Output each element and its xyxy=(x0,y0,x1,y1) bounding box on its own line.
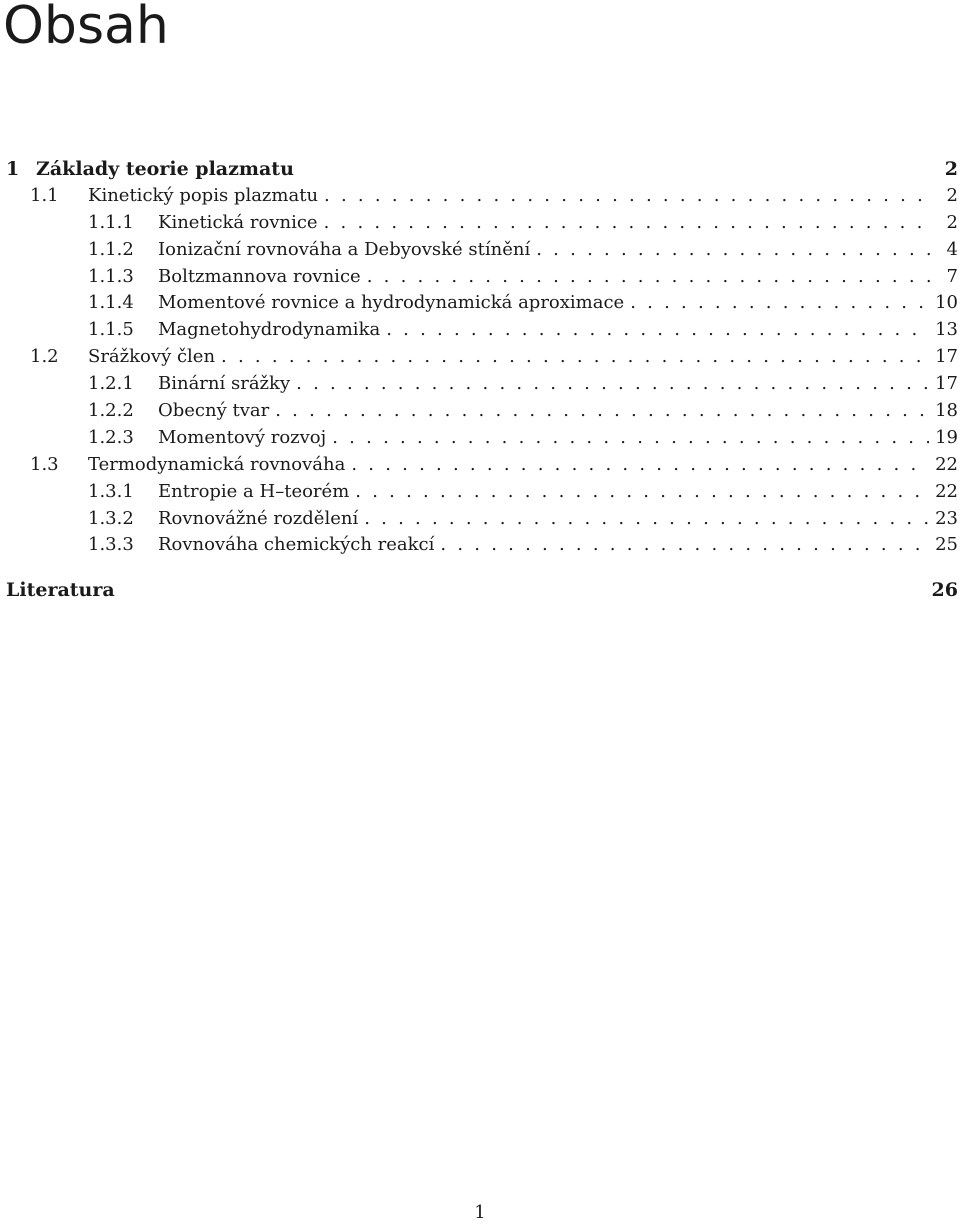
toc-entry-1-1-3[interactable] xyxy=(6,264,958,291)
toc-entry-number: 1.2 xyxy=(30,346,59,368)
toc-entry-page: 22 xyxy=(935,480,958,502)
toc-entry-title: Momentové rovnice a hydrodynamická aproximace xyxy=(158,292,625,314)
toc-entry-literatura[interactable] xyxy=(6,577,958,604)
toc-entry-title: Obecný tvar xyxy=(158,400,270,422)
toc-entry-page: 2 xyxy=(946,184,958,206)
toc-entry-title: Základy teorie plazmatu xyxy=(36,158,294,180)
dot-leader xyxy=(332,425,929,452)
toc-entry-page: 2 xyxy=(946,211,958,233)
toc-entry-title: Kinetická rovnice xyxy=(158,211,318,233)
dot-leader xyxy=(440,532,929,559)
toc-entry-number: 1.2.3 xyxy=(88,426,134,448)
toc-entry-number: 1.1.2 xyxy=(88,238,134,260)
toc-entry-title: Kinetický popis plazmatu xyxy=(88,184,319,206)
toc-entry-page: 22 xyxy=(935,453,958,475)
toc-entry-title: Ionizační rovnováha a Debyovské stínění xyxy=(158,238,531,260)
toc-entry-title: Termodynamická rovnováha xyxy=(88,453,346,475)
toc-entry-number: 1.1.4 xyxy=(88,292,134,314)
toc-entry-page: 2 xyxy=(944,158,958,180)
toc-entry-1-3-2[interactable] xyxy=(6,506,958,533)
toc-entry-title: Rovnováha chemických reakcí xyxy=(158,534,435,556)
toc-entry-1-1-1[interactable] xyxy=(6,210,958,237)
toc-entry-1-2-2[interactable] xyxy=(6,398,958,425)
toc-entry-chapter-1[interactable] xyxy=(6,156,958,183)
toc-entry-title: Entropie a H–teorém xyxy=(158,480,350,502)
dot-leader xyxy=(536,237,930,264)
toc-entry-1-2[interactable] xyxy=(6,344,958,371)
toc-entry-page: 13 xyxy=(935,319,958,341)
toc-entry-1-3-1[interactable] xyxy=(6,479,958,506)
toc-entry-page: 23 xyxy=(935,507,958,529)
toc-entry-page: 25 xyxy=(935,534,958,556)
dot-leader xyxy=(364,506,929,533)
toc-entry-number: 1 xyxy=(6,158,20,180)
toc-entry-title: Rovnovážné rozdělení xyxy=(158,507,359,529)
toc-entry-page: 4 xyxy=(946,238,958,260)
page-number: 1 xyxy=(474,1202,486,1223)
toc-entry-1-3-3[interactable] xyxy=(6,532,958,559)
page-title: Obsah xyxy=(3,0,169,56)
dot-leader xyxy=(367,264,930,291)
toc-entry-1-1[interactable] xyxy=(6,183,958,210)
toc-entry-page: 17 xyxy=(935,373,958,395)
toc-entry-title: Literatura xyxy=(6,579,115,602)
toc-entry-1-1-4[interactable] xyxy=(6,290,958,317)
dot-leader xyxy=(386,317,929,344)
dot-leader xyxy=(630,290,929,317)
dot-leader xyxy=(296,371,929,398)
dot-leader xyxy=(221,344,929,371)
toc-entry-number: 1.3.1 xyxy=(88,480,134,502)
toc-entry-1-2-1[interactable] xyxy=(6,371,958,398)
toc-entry-number: 1.3.3 xyxy=(88,534,134,556)
dot-leader xyxy=(351,452,929,479)
toc-entry-number: 1.1.5 xyxy=(88,319,134,341)
toc-entry-1-2-3[interactable] xyxy=(6,425,958,452)
toc-entry-title: Momentový rozvoj xyxy=(158,426,327,448)
toc-entry-page: 7 xyxy=(946,265,958,287)
toc-entry-page: 26 xyxy=(931,579,958,602)
toc-entry-page: 17 xyxy=(935,346,958,368)
toc-entry-page: 19 xyxy=(935,426,958,448)
toc-entry-1-1-5[interactable] xyxy=(6,317,958,344)
toc-entry-number: 1.2.2 xyxy=(88,400,134,422)
toc-entry-number: 1.1.1 xyxy=(88,211,134,233)
toc-entry-page: 10 xyxy=(935,292,958,314)
toc-gap xyxy=(6,559,958,577)
dot-leader xyxy=(324,210,930,237)
table-of-contents xyxy=(6,156,958,604)
toc-entry-number: 1.1.3 xyxy=(88,265,134,287)
toc-entry-number: 1.1 xyxy=(30,184,59,206)
toc-entry-title: Magnetohydrodynamika xyxy=(158,319,381,341)
toc-entry-1-1-2[interactable] xyxy=(6,237,958,264)
toc-entry-title: Binární srážky xyxy=(158,373,291,395)
dot-leader xyxy=(324,183,930,210)
toc-entry-1-3[interactable] xyxy=(6,452,958,479)
toc-entry-page: 18 xyxy=(935,400,958,422)
dot-leader xyxy=(355,479,929,506)
toc-entry-title: Srážkový člen xyxy=(88,346,216,368)
toc-entry-number: 1.3.2 xyxy=(88,507,134,529)
toc-entry-title: Boltzmannova rovnice xyxy=(158,265,361,287)
toc-entry-number: 1.2.1 xyxy=(88,373,134,395)
toc-entry-number: 1.3 xyxy=(30,453,59,475)
dot-leader xyxy=(275,398,929,425)
